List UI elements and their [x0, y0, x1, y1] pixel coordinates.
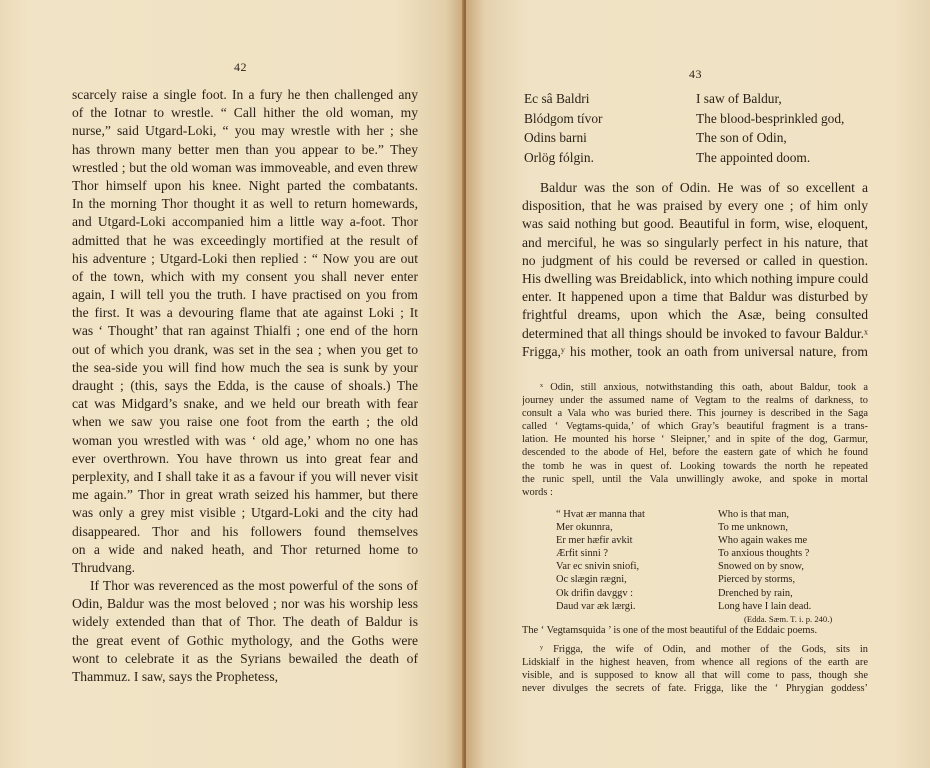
text-line: ʸ Frigga, the wife of Odin, and mother of the Gods, sits in: [540, 644, 868, 655]
verse-norse: Var ec snivin sniofi,: [556, 561, 640, 573]
footnote-x: [522, 381, 868, 499]
page-number-right: 43: [689, 67, 702, 81]
page-number-left: 42: [234, 60, 247, 74]
text-line: the runic spell, until the Vala unwillingly awoke, and spoke in mortal: [522, 473, 868, 485]
text-line: scarcely raise a single foot. In a fury he then challenged any: [72, 87, 418, 102]
verse-row: [556, 547, 811, 560]
text-line: of the Iotnar to wrestle. “ Call hither the old woman, my: [72, 105, 418, 121]
left-body-text: [72, 86, 418, 686]
text-line: consult a Vala who was buried there. This journey is described in the Saga: [522, 408, 868, 420]
text-line: his adventure ; Utgard-Loki then replied : “ Now you are out: [72, 250, 418, 266]
text-line: Odin, Baldur was the most beloved ; nor was his worship less: [72, 596, 418, 612]
text-line: If Thor was reverenced as the most powerful of the sons of: [90, 578, 418, 594]
verse-row: [556, 560, 811, 573]
verse-row: [556, 573, 811, 586]
text-line: and merciful, he was so singularly perfect in his nature, that: [522, 234, 868, 250]
verse-row: [556, 600, 811, 613]
text-line: descended to the abode of Hel, before the eastern gate of which he found: [522, 447, 868, 459]
footnote-reference: (Edda. Sæm. T. i. p. 240.): [744, 614, 833, 624]
text-line: Thrudvang.: [72, 559, 136, 575]
text-line: on a wide and naked heath, and Thor returned home to: [72, 541, 418, 557]
verse-english: Snowed on by snow,: [718, 561, 804, 573]
verse-norse: Odins barni: [524, 130, 587, 145]
verse-norse: “ Hvat ær manna that: [556, 509, 645, 520]
text-line: draught ; (this, says the Edda, is the cause of shoals.) The: [72, 378, 418, 393]
text-line: the tomb he was in quest of. Looking towards the north he repeated: [522, 460, 868, 472]
footnote-y: [522, 643, 868, 695]
text-line: Thor himself upon his knee. Night parted the combatants.: [72, 177, 418, 193]
left-page: [0, 0, 464, 768]
verse-row: [556, 508, 811, 521]
verse-norse: Daud var æk lærgi.: [556, 600, 636, 612]
verse-english: I saw of Baldur,: [696, 91, 782, 106]
verse-row: [556, 587, 811, 600]
footnote-verse: [556, 508, 811, 613]
text-line: Lidskialf in the highest heaven, from whence all regions of the earth are: [522, 657, 868, 669]
text-line: again, I will tell you the truth. I have practised on you from: [72, 287, 418, 303]
text-line: ˣ Odin, still anxious, notwithstanding this oath, about Baldur, took a: [540, 382, 868, 393]
text-line: nurse,” said Utgard-Loki, “ you may wrestle with her ; she: [72, 123, 418, 139]
text-line: disappeared. Thor and his followers found themselves: [72, 523, 418, 539]
text-line: ever overthrown. You have thrown us into great fear and: [72, 450, 418, 466]
text-line: cat was Midgard’s snake, and we held our breath with fear: [72, 396, 418, 412]
text-line: disposition, that he was praised by every one ; of him only: [522, 198, 868, 214]
verse-english: Who is that man,: [718, 509, 789, 520]
text-line: Baldur was the son of Odin. He was of so excellent a: [540, 180, 868, 195]
verse-english: Long have I lain dead.: [718, 600, 812, 612]
text-line: visible, and is supposed to know all that will come to pass, though she: [522, 670, 868, 682]
text-line: words :: [522, 486, 553, 498]
verse-english: Drenched by rain,: [718, 587, 793, 599]
text-line: determined that all things should be invoked to favour Baldur.ˣ: [522, 325, 868, 341]
text-line: frightful dreams, upon which the Asæ, being consulted: [522, 307, 868, 323]
text-line: the first. It was a devouring flame that ate against Loki ; It: [72, 305, 418, 321]
text-line: enter. It happened upon a time that Baldur was disturbed by: [522, 289, 868, 305]
text-line: out of which you drank, was set in the sea ; when you get to: [72, 341, 418, 357]
verse-english: To me unknown,: [718, 522, 788, 534]
verse-english: The blood-besprinkled god,: [696, 110, 845, 126]
text-line: Thammuz. I saw, says the Prophetess,: [72, 669, 279, 684]
verse-norse: Ec sâ Baldri: [524, 91, 590, 106]
verse-norse: Oc slægin rægni,: [556, 574, 627, 586]
text-line: of the town, which with my consent you shall never enter: [72, 268, 418, 284]
text-line: widely extended than that of Thor. The death of Baldur is: [72, 614, 418, 630]
verse-norse: Blódgom tívor: [524, 110, 603, 126]
verse-row: [524, 128, 844, 148]
verse-english: To anxious thoughts ?: [718, 548, 810, 560]
verse-row: [524, 148, 844, 168]
text-line: Frigga,ʸ his mother, took an oath from universal nature, from: [522, 343, 868, 359]
footnote-note: The ‘ Vegtamsquida ’ is one of the most beautiful of the Eddaic poems.: [522, 625, 818, 636]
verse-row: [556, 521, 811, 534]
verse-row: [524, 109, 844, 129]
right-body-text: [522, 179, 868, 361]
text-line: wrestled ; but the old woman was immoveable, and even threw: [72, 159, 418, 175]
text-line: and Utgard-Loki accompanied him a little way a-foot. Thor: [72, 214, 418, 230]
text-line: when we saw you raise one foot from the earth ; the old: [72, 414, 418, 430]
verse-norse: Ok drifin davggv :: [556, 587, 634, 599]
verse-norse: Er mer hæfir avkit: [556, 535, 633, 547]
verse-row: [556, 534, 811, 547]
right-page: [466, 0, 930, 768]
text-line: was said nothing but good. Beautiful in form, wise, eloquent,: [522, 216, 868, 232]
verse-english: The son of Odin,: [696, 130, 787, 145]
text-line: In the morning Thor thought it as well to return homewards,: [72, 196, 418, 212]
verse-norse: Mer okunnra,: [556, 522, 613, 534]
text-line: me again.” Thor in great wrath seized his hammer, but there: [72, 487, 418, 503]
text-line: journey under the assumed name of Vegtam to the realms of darkness, to: [522, 395, 868, 407]
text-line: the sea-side you will find how much the sea is sunk by your: [72, 359, 418, 375]
verse-row: [524, 89, 844, 109]
text-line: His dwelling was Breidablick, into which nothing impure could: [522, 270, 868, 286]
verse-english: The appointed doom.: [696, 149, 811, 165]
text-line: has thrown many better men than you appear to be.” They: [72, 141, 418, 157]
text-line: lation. He mounted his horse ‘ Sleipner,’ and in spite of the dog, Garmur,: [522, 434, 868, 446]
verse-norse: Ærfit sinni ?: [556, 548, 608, 560]
verse-norse: Orlög fólgin.: [524, 149, 594, 165]
text-line: was only a grey mist visible ; Utgard-Loki and the city had: [72, 505, 418, 521]
text-line: called ‘ Vegtams-quida,’ of which Gray’s beautiful fragment is a trans-: [522, 421, 868, 433]
text-line: woman you wrestled with was ‘ old age,’ whom no one has: [72, 432, 418, 448]
verse-english: Who again wakes me: [718, 535, 808, 547]
text-line: perplexity, and I shall take it as a favour if you will never visit: [72, 468, 418, 484]
text-line: the great event of Gothic mythology, and the Goths were: [72, 632, 418, 648]
text-line: admitted that he was exceedingly mortified at the result of: [72, 232, 418, 248]
text-line: was ‘ Thought’ that ran against Thialfi ; one end of the horn: [72, 323, 418, 339]
text-line: wont to celebrate it as the Syrians bewailed the death of: [72, 650, 418, 666]
text-line: no judgment of his could be reversed or called in question.: [522, 252, 868, 268]
verse-english: Pierced by storms,: [718, 574, 796, 586]
text-line: never divulges the secrets of fate. Frigga, like the ‘ Phrygian goddess’: [522, 683, 868, 695]
baldur-verse: [524, 89, 844, 167]
